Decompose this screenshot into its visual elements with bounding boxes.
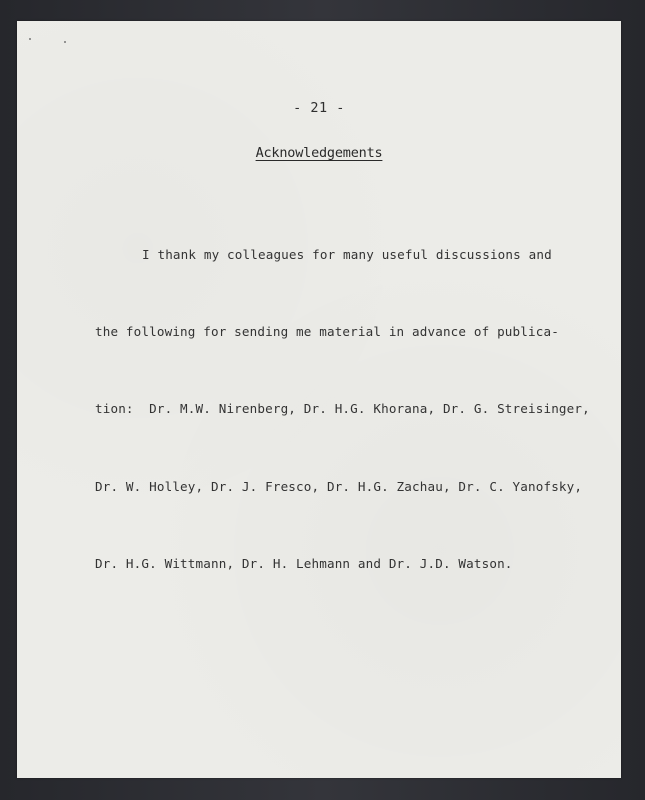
- section-heading: [17, 145, 621, 161]
- section-heading-text: Acknowledgements: [255, 145, 383, 161]
- paper-speck: [64, 41, 66, 43]
- acknowledgements-paragraph: [95, 190, 595, 629]
- paragraph-line: Dr. W. Holley, Dr. J. Fresco, Dr. H.G. Zachau, Dr. C. Yanofsky,: [95, 478, 583, 494]
- paper-speck: [29, 38, 31, 40]
- paragraph-line: tion: Dr. M.W. Nirenberg, Dr. H.G. Khorana, Dr. G. Streisinger,: [95, 401, 590, 417]
- page-number: - 21 -: [293, 100, 345, 116]
- paragraph-line: I thank my colleagues for many useful discussions and: [142, 246, 552, 262]
- paragraph-line: the following for sending me material in advance of publica-: [95, 323, 559, 339]
- document-page: [17, 21, 621, 778]
- paragraph-line: Dr. H.G. Wittmann, Dr. H. Lehmann and Dr. J.D. Watson.: [95, 556, 513, 572]
